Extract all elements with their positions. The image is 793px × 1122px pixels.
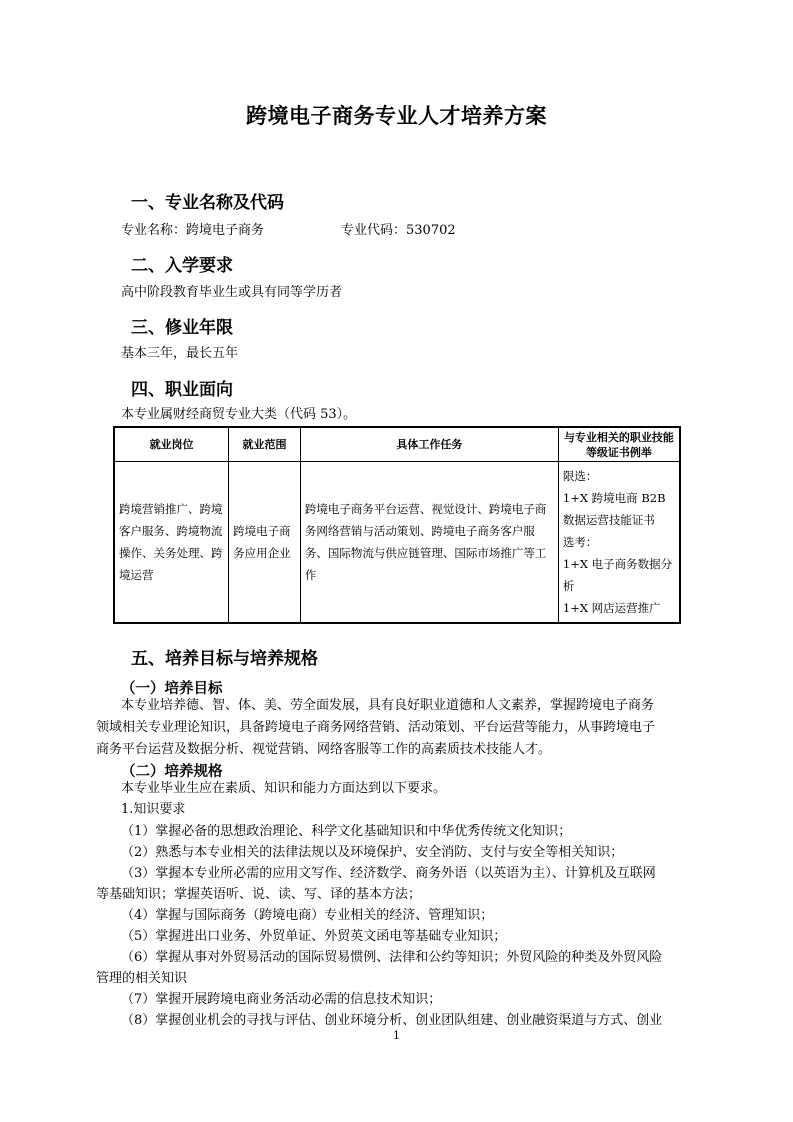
- spec-line: （3）掌握本专业所必需的应用文写作、经济数学、商务外语（以英语为主）、计算机及互联网: [121, 866, 656, 881]
- spec-line: （4）掌握与国际商务（跨境电商）专业相关的经济、管理知识；: [121, 908, 494, 923]
- career-table: [113, 426, 681, 624]
- section-heading-major-code: 一、专业名称及代码: [131, 193, 284, 213]
- cert-line: 1+X 电子商务数据分析: [562, 557, 673, 593]
- admission-text: 高中阶段教育毕业生或具有同等学历者: [121, 285, 343, 300]
- spec-line: （1）掌握必备的思想政治理论、科学文化基础知识和中华优秀传统文化知识；: [121, 824, 572, 839]
- spec-line: （7）掌握开展跨境电商业务活动必需的信息技术知识；: [121, 992, 442, 1007]
- cert-line: 1+X 跨境电商 B2B 数据运营技能证书: [562, 491, 666, 527]
- section-heading-admission: 二、入学要求: [131, 256, 233, 276]
- major-code: 专业代码：530702: [341, 223, 456, 238]
- goal-line: 领域相关专业理论知识，具备跨境电子商务网络营销、活动策划、平台运营等能力，从事跨境电子: [96, 720, 656, 735]
- section-heading-goals: 五、培养目标与培养规格: [131, 649, 318, 669]
- section-heading-career: 四、职业面向: [131, 380, 233, 400]
- header-scope: 就业范围: [229, 427, 301, 462]
- spec-line: （8）掌握创业机会的寻找与评估、创业环境分析、创业团队组建、创业融资渠道与方式、创业: [121, 1013, 663, 1028]
- career-intro: 本专业属财经商贸专业大类（代码 53）。: [121, 407, 357, 422]
- spec-line: 等基础知识；掌握英语听、说、读、写、译的基本方法；: [96, 887, 422, 902]
- cell-certificates: [558, 462, 680, 624]
- duration-text: 基本三年，最长五年: [121, 346, 239, 361]
- spec-line: （5）掌握进出口业务、外贸单证、外贸英文函电等基础专业知识；: [121, 929, 507, 944]
- spec-line: （6）掌握从事对外贸易活动的国际贸易惯例、法律和公约等知识；外贸风险的种类及外贸风险: [121, 950, 663, 965]
- cell-scope: 跨境电子商务应用企业: [229, 462, 301, 624]
- spec-line: （2）熟悉与本专业相关的法律法规以及环境保护、安全消防、支付与安全等相关知识；: [121, 845, 624, 860]
- header-tasks: 具体工作任务: [300, 427, 558, 462]
- spec-line: 1.知识要求: [121, 802, 186, 817]
- goal-line: 商务平台运营及数据分析、视觉营销、网络客服等工作的高素质技术技能人才。: [96, 742, 552, 757]
- section-heading-duration: 三、修业年限: [131, 318, 233, 338]
- major-name: 专业名称：跨境电子商务: [121, 223, 265, 238]
- cert-line: 限选：: [562, 469, 598, 483]
- cell-positions: 跨境营销推广、跨境客户服务、跨境物流操作、关务处理、跨境运营: [114, 462, 229, 624]
- career-table-header-row: [114, 427, 680, 462]
- cert-line: 选考：: [562, 535, 598, 549]
- header-certificates: 与专业相关的职业技能等级证书例举: [558, 427, 680, 462]
- subheading-specifications: （二）培养规格: [121, 764, 223, 780]
- page-number: 1: [393, 1029, 400, 1042]
- document-title: 跨境电子商务专业人才培养方案: [246, 104, 547, 128]
- cell-tasks: 跨境电子商务平台运营、视觉设计、跨境电子商务网络营销与活动策划、跨境电子商务客户服务、国际物流与供应链管理、国际市场推广等工作: [300, 462, 558, 624]
- spec-line: 管理的相关知识: [96, 971, 188, 986]
- header-position: 就业岗位: [114, 427, 229, 462]
- spec-line: 本专业毕业生应在素质、知识和能力方面达到以下要求。: [121, 781, 447, 796]
- cert-line: 1+X 网店运营推广: [562, 601, 661, 615]
- subheading-goals: （一）培养目标: [121, 681, 223, 697]
- goal-line: 本专业培养德、智、体、美、劳全面发展，具有良好职业道德和人文素养，掌握跨境电子商务: [121, 698, 655, 713]
- career-table-row: [114, 462, 680, 624]
